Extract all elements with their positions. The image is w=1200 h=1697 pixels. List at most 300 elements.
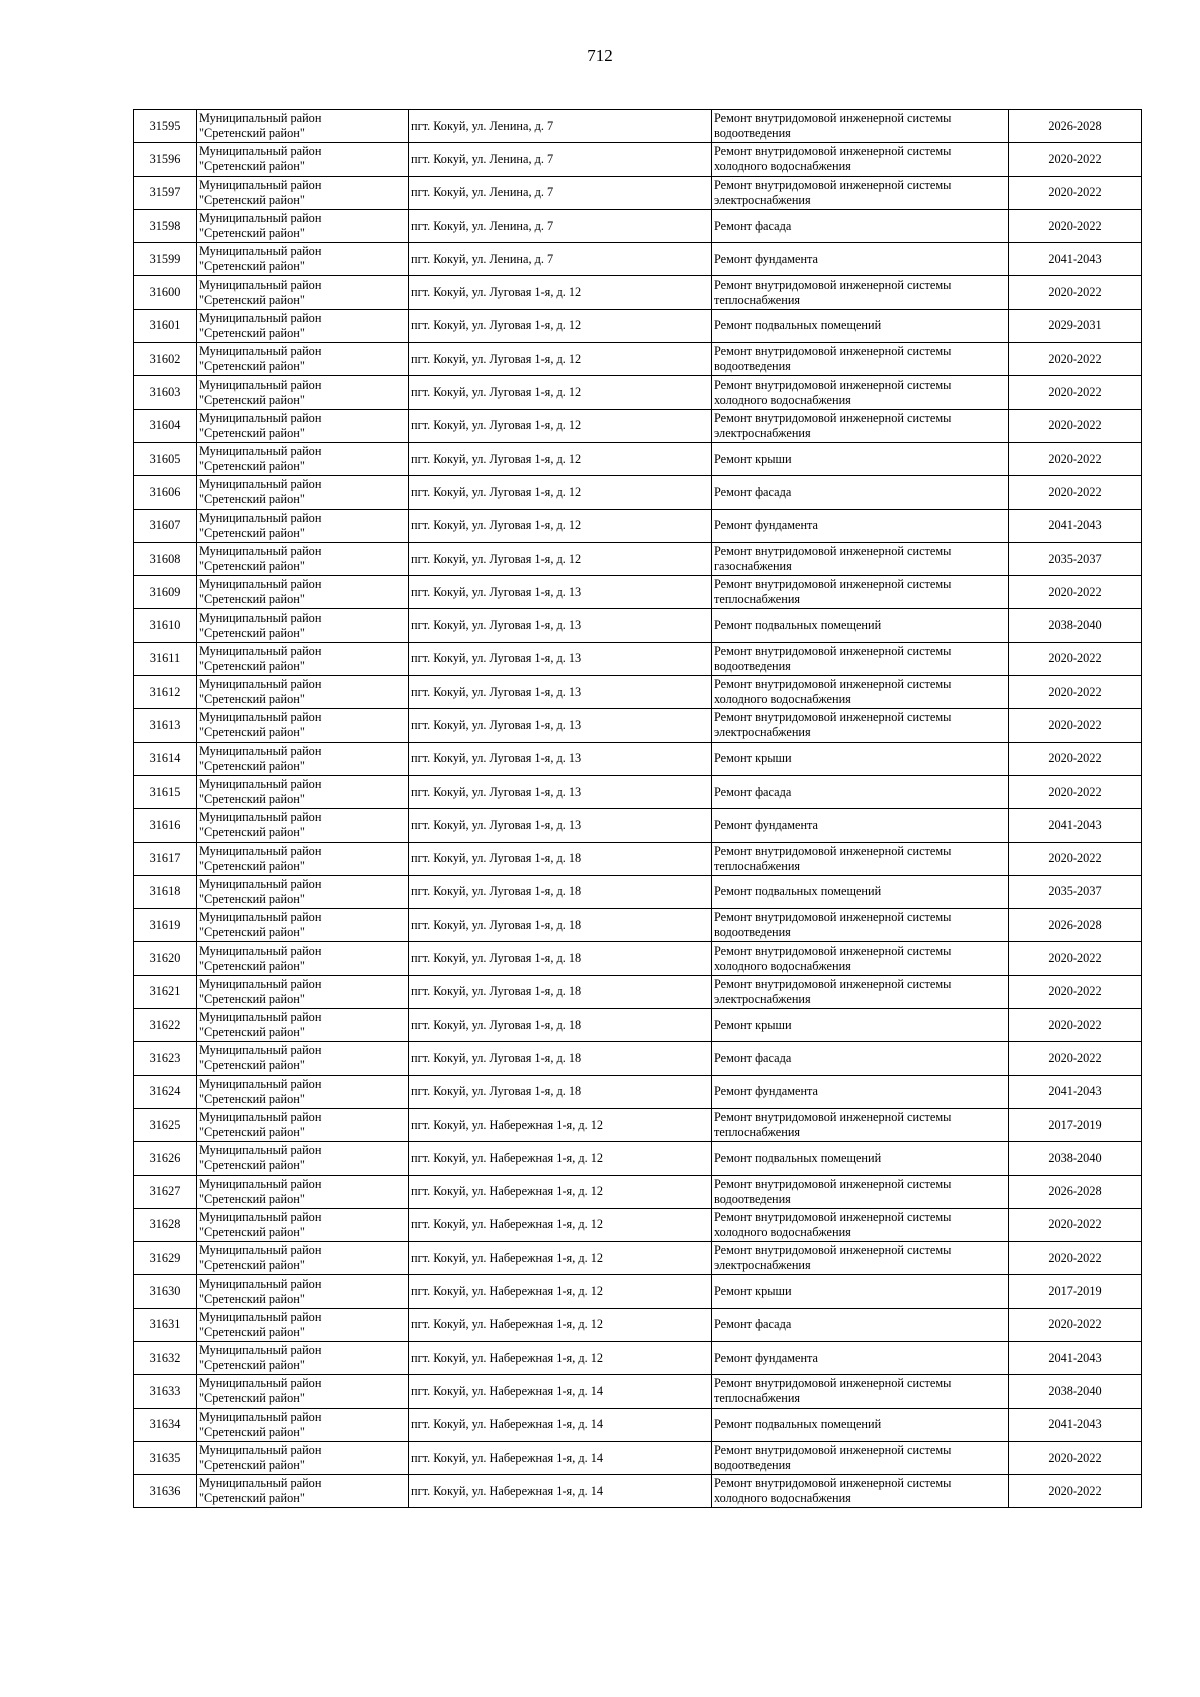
municipality-line1: Муниципальный район — [199, 1043, 322, 1058]
work-type-cell — [712, 1475, 1009, 1508]
work-type-text: Ремонт внутридомовой инженерной системы водоотведения — [714, 344, 952, 374]
municipality-line1: Муниципальный район — [199, 544, 322, 558]
municipality-line2: "Сретенский район" — [199, 625, 305, 640]
address-cell: пгт. Кокуй, ул. Набережная 1-я, д. 12 — [409, 1308, 712, 1341]
municipality-line2: "Сретенский район" — [199, 1224, 305, 1239]
work-type-text: Ремонт внутридомовой инженерной системы электроснабжения — [714, 1243, 952, 1273]
table-row — [134, 1042, 1142, 1075]
period-cell: 2020-2022 — [1009, 409, 1142, 442]
work-type-cell — [712, 276, 1009, 309]
row-number: 31610 — [134, 609, 197, 642]
address-cell: пгт. Кокуй, ул. Луговая 1-я, д. 13 — [409, 642, 712, 675]
municipality-line2: "Сретенский район" — [199, 126, 305, 141]
municipality-line1: Муниципальный район — [199, 1476, 322, 1491]
period-cell: 2020-2022 — [1009, 642, 1142, 675]
work-type-text: Ремонт подвальных помещений — [714, 1417, 882, 1432]
table-row — [134, 176, 1142, 209]
address-cell: пгт. Кокуй, ул. Луговая 1-я, д. 12 — [409, 542, 712, 575]
row-number: 31616 — [134, 809, 197, 842]
municipality-line1: Муниципальный район — [199, 410, 322, 425]
table-row — [134, 809, 1142, 842]
table-row — [134, 542, 1142, 575]
work-type-cell — [712, 1375, 1009, 1408]
period-cell: 2020-2022 — [1009, 1441, 1142, 1474]
municipality-cell — [197, 809, 409, 842]
municipality-line2: "Сретенский район" — [199, 1358, 305, 1373]
period-cell: 2017-2019 — [1009, 1108, 1142, 1141]
municipality-cell — [197, 1242, 409, 1275]
period-cell: 2020-2022 — [1009, 209, 1142, 242]
municipality-cell — [197, 176, 409, 209]
row-number: 31635 — [134, 1441, 197, 1474]
municipality-line1: Муниципальный район — [199, 910, 322, 925]
row-number: 31615 — [134, 775, 197, 808]
municipality-line2: "Сретенский район" — [199, 559, 305, 573]
municipality-cell — [197, 609, 409, 642]
work-type-text: Ремонт внутридомовой инженерной системы холодного водоснабжения — [714, 1209, 952, 1239]
row-number: 31617 — [134, 842, 197, 875]
period-cell: 2041-2043 — [1009, 1341, 1142, 1374]
municipality-line2: "Сретенский район" — [199, 1258, 305, 1273]
work-type-text: Ремонт внутридомовой инженерной системы холодного водоснабжения — [714, 1476, 952, 1506]
address-cell: пгт. Кокуй, ул. Луговая 1-я, д. 12 — [409, 276, 712, 309]
address-cell: пгт. Кокуй, ул. Луговая 1-я, д. 13 — [409, 676, 712, 709]
municipality-line1: Муниципальный район — [199, 144, 322, 159]
table-row — [134, 642, 1142, 675]
work-type-text: Ремонт внутридомовой инженерной системы холодного водоснабжения — [714, 377, 952, 407]
municipality-cell — [197, 975, 409, 1008]
municipality-cell — [197, 709, 409, 742]
table-row — [134, 276, 1142, 309]
table-row — [134, 143, 1142, 176]
period-cell: 2020-2022 — [1009, 1308, 1142, 1341]
municipality-line1: Муниципальный район — [199, 177, 322, 192]
row-number: 31626 — [134, 1142, 197, 1175]
municipality-cell — [197, 442, 409, 475]
address-cell: пгт. Кокуй, ул. Набережная 1-я, д. 12 — [409, 1242, 712, 1275]
table-row — [134, 1475, 1142, 1508]
municipality-line1: Муниципальный район — [199, 1309, 322, 1324]
municipality-line2: "Сретенский район" — [199, 459, 305, 474]
municipality-line2: "Сретенский район" — [199, 325, 305, 340]
table-row — [134, 376, 1142, 409]
period-cell: 2020-2022 — [1009, 709, 1142, 742]
municipality-line1: Муниципальный район — [199, 743, 322, 758]
work-type-cell — [712, 309, 1009, 342]
work-type-cell — [712, 942, 1009, 975]
municipality-line1: Муниципальный район — [199, 1276, 322, 1291]
municipality-line2: "Сретенский район" — [199, 991, 305, 1006]
work-type-cell — [712, 875, 1009, 908]
table-row — [134, 775, 1142, 808]
work-type-cell — [712, 176, 1009, 209]
row-number: 31619 — [134, 909, 197, 942]
address-cell: пгт. Кокуй, ул. Набережная 1-я, д. 12 — [409, 1108, 712, 1141]
work-type-cell — [712, 576, 1009, 609]
address-cell: пгт. Кокуй, ул. Луговая 1-я, д. 12 — [409, 509, 712, 542]
address-cell: пгт. Кокуй, ул. Ленина, д. 7 — [409, 143, 712, 176]
municipality-line1: Муниципальный район — [199, 1376, 322, 1391]
municipality-cell — [197, 1042, 409, 1075]
address-cell: пгт. Кокуй, ул. Луговая 1-я, д. 12 — [409, 409, 712, 442]
address-cell: пгт. Кокуй, ул. Набережная 1-я, д. 12 — [409, 1142, 712, 1175]
work-type-cell — [712, 775, 1009, 808]
period-cell: 2026-2028 — [1009, 110, 1142, 143]
work-type-cell — [712, 110, 1009, 143]
municipality-line2: "Сретенский район" — [199, 1125, 305, 1140]
table-row — [134, 975, 1142, 1008]
work-type-text: Ремонт внутридомовой инженерной системы водоотведения — [714, 1443, 952, 1473]
row-number: 31627 — [134, 1175, 197, 1208]
period-cell: 2035-2037 — [1009, 542, 1142, 575]
municipality-line2: "Сретенский район" — [199, 259, 305, 274]
work-type-text: Ремонт внутридомовой инженерной системы газоснабжения — [714, 544, 952, 573]
municipality-line1: Муниципальный район — [199, 377, 322, 392]
address-cell: пгт. Кокуй, ул. Луговая 1-я, д. 12 — [409, 309, 712, 342]
address-cell: пгт. Кокуй, ул. Луговая 1-я, д. 18 — [409, 942, 712, 975]
work-type-text: Ремонт фасада — [714, 484, 792, 499]
work-type-text: Ремонт внутридомовой инженерной системы теплоснабжения — [714, 843, 952, 873]
work-type-cell — [712, 143, 1009, 176]
table-row — [134, 842, 1142, 875]
municipality-cell — [197, 842, 409, 875]
row-number: 31630 — [134, 1275, 197, 1308]
municipality-line2: "Сретенский район" — [199, 1424, 305, 1439]
work-type-cell — [712, 476, 1009, 509]
table-row — [134, 609, 1142, 642]
row-number: 31600 — [134, 276, 197, 309]
work-type-text: Ремонт внутридомовой инженерной системы электроснабжения — [714, 177, 952, 207]
table-row — [134, 209, 1142, 242]
municipality-line2: "Сретенский район" — [199, 1291, 305, 1306]
work-type-cell — [712, 609, 1009, 642]
work-type-cell — [712, 809, 1009, 842]
municipality-line1: Муниципальный район — [199, 344, 322, 359]
work-type-text: Ремонт внутридомовой инженерной системы теплоснабжения — [714, 277, 952, 307]
municipality-line1: Муниципальный район — [199, 710, 322, 725]
municipality-line1: Муниципальный район — [199, 1143, 322, 1158]
municipality-line1: Муниципальный район — [199, 444, 322, 459]
municipality-line2: "Сретенский район" — [199, 658, 305, 673]
table-row — [134, 343, 1142, 376]
period-cell: 2020-2022 — [1009, 176, 1142, 209]
row-number: 31612 — [134, 676, 197, 709]
work-type-cell — [712, 343, 1009, 376]
municipality-line1: Муниципальный район — [199, 111, 322, 126]
work-type-text: Ремонт фундамента — [714, 1084, 819, 1099]
municipality-line1: Муниципальный район — [199, 1443, 322, 1458]
municipality-cell — [197, 343, 409, 376]
work-type-text: Ремонт подвальных помещений — [714, 618, 882, 633]
work-type-cell — [712, 376, 1009, 409]
municipality-line2: "Сретенский район" — [199, 958, 305, 973]
address-cell: пгт. Кокуй, ул. Ленина, д. 7 — [409, 243, 712, 276]
work-type-text: Ремонт внутридомовой инженерной системы водоотведения — [714, 643, 952, 673]
table-row — [134, 875, 1142, 908]
work-type-cell — [712, 442, 1009, 475]
work-type-cell — [712, 975, 1009, 1008]
municipality-cell — [197, 476, 409, 509]
municipality-cell — [197, 1175, 409, 1208]
municipality-cell — [197, 1341, 409, 1374]
address-cell: пгт. Кокуй, ул. Луговая 1-я, д. 18 — [409, 842, 712, 875]
row-number: 31634 — [134, 1408, 197, 1441]
municipality-cell — [197, 1275, 409, 1308]
address-cell: пгт. Кокуй, ул. Набережная 1-я, д. 12 — [409, 1275, 712, 1308]
address-cell: пгт. Кокуй, ул. Набережная 1-я, д. 14 — [409, 1475, 712, 1508]
work-type-text: Ремонт внутридомовой инженерной системы водоотведения — [714, 910, 952, 940]
period-cell: 2020-2022 — [1009, 343, 1142, 376]
municipality-cell — [197, 676, 409, 709]
address-cell: пгт. Кокуй, ул. Луговая 1-я, д. 13 — [409, 809, 712, 842]
work-type-cell — [712, 909, 1009, 942]
table-row — [134, 709, 1142, 742]
municipality-line1: Муниципальный район — [199, 211, 322, 226]
table-row — [134, 309, 1142, 342]
table-body — [134, 110, 1142, 1508]
municipality-line2: "Сретенский район" — [199, 925, 305, 940]
table-row — [134, 1108, 1142, 1141]
municipality-line1: Муниципальный район — [199, 510, 322, 525]
row-number: 31605 — [134, 442, 197, 475]
municipality-cell — [197, 1075, 409, 1108]
work-type-cell — [712, 709, 1009, 742]
work-type-cell — [712, 1009, 1009, 1042]
row-number: 31607 — [134, 509, 197, 542]
row-number: 31624 — [134, 1075, 197, 1108]
municipality-cell — [197, 542, 409, 575]
municipality-cell — [197, 309, 409, 342]
address-cell: пгт. Кокуй, ул. Луговая 1-я, д. 13 — [409, 775, 712, 808]
row-number: 31609 — [134, 576, 197, 609]
municipality-cell — [197, 409, 409, 442]
work-type-cell — [712, 676, 1009, 709]
row-number: 31608 — [134, 542, 197, 575]
municipality-cell — [197, 875, 409, 908]
municipality-line1: Муниципальный район — [199, 1243, 322, 1258]
period-cell: 2041-2043 — [1009, 243, 1142, 276]
municipality-line2: "Сретенский район" — [199, 1191, 305, 1206]
work-type-cell — [712, 742, 1009, 775]
work-type-text: Ремонт фундамента — [714, 817, 819, 832]
row-number: 31595 — [134, 110, 197, 143]
work-type-text: Ремонт внутридомовой инженерной системы теплоснабжения — [714, 577, 952, 607]
address-cell: пгт. Кокуй, ул. Ленина, д. 7 — [409, 110, 712, 143]
municipality-line2: "Сретенский район" — [199, 1491, 305, 1506]
address-cell: пгт. Кокуй, ул. Ленина, д. 7 — [409, 209, 712, 242]
municipality-line1: Муниципальный район — [199, 310, 322, 325]
period-cell: 2020-2022 — [1009, 1242, 1142, 1275]
work-type-text: Ремонт фасада — [714, 1050, 792, 1065]
period-cell: 2020-2022 — [1009, 442, 1142, 475]
table-row — [134, 1441, 1142, 1474]
municipality-line2: "Сретенский район" — [199, 525, 305, 540]
table-row — [134, 1142, 1142, 1175]
municipality-cell — [197, 276, 409, 309]
work-type-text: Ремонт внутридомовой инженерной системы холодного водоснабжения — [714, 144, 952, 174]
row-number: 31602 — [134, 343, 197, 376]
municipality-cell — [197, 1475, 409, 1508]
address-cell: пгт. Кокуй, ул. Набережная 1-я, д. 12 — [409, 1175, 712, 1208]
work-type-text: Ремонт фундамента — [714, 1350, 819, 1365]
work-type-text: Ремонт фасада — [714, 784, 792, 799]
row-number: 31632 — [134, 1341, 197, 1374]
table-row — [134, 742, 1142, 775]
row-number: 31611 — [134, 642, 197, 675]
table-row — [134, 1175, 1142, 1208]
row-number: 31596 — [134, 143, 197, 176]
table-row — [134, 442, 1142, 475]
address-cell: пгт. Кокуй, ул. Набережная 1-я, д. 14 — [409, 1441, 712, 1474]
municipality-cell — [197, 1142, 409, 1175]
work-type-text: Ремонт внутридомовой инженерной системы холодного водоснабжения — [714, 677, 952, 707]
period-cell: 2020-2022 — [1009, 576, 1142, 609]
municipality-line1: Муниципальный район — [199, 1076, 322, 1091]
row-number: 31621 — [134, 975, 197, 1008]
row-number: 31620 — [134, 942, 197, 975]
municipality-line2: "Сретенский район" — [199, 226, 305, 241]
work-type-text: Ремонт внутридомовой инженерной системы теплоснабжения — [714, 1110, 952, 1140]
municipality-line2: "Сретенский район" — [199, 1458, 305, 1473]
period-cell: 2020-2022 — [1009, 143, 1142, 176]
municipality-cell — [197, 942, 409, 975]
address-cell: пгт. Кокуй, ул. Луговая 1-я, д. 13 — [409, 742, 712, 775]
municipality-line2: "Сретенский район" — [199, 891, 305, 906]
work-type-text: Ремонт внутридомовой инженерной системы электроснабжения — [714, 710, 952, 740]
period-cell: 2041-2043 — [1009, 809, 1142, 842]
work-type-text: Ремонт подвальных помещений — [714, 884, 882, 899]
period-cell: 2020-2022 — [1009, 476, 1142, 509]
municipality-line2: "Сретенский район" — [199, 1058, 305, 1073]
row-number: 31631 — [134, 1308, 197, 1341]
table-row — [134, 676, 1142, 709]
work-type-text: Ремонт внутридомовой инженерной системы теплоснабжения — [714, 1376, 952, 1406]
address-cell: пгт. Кокуй, ул. Набережная 1-я, д. 14 — [409, 1408, 712, 1441]
municipality-cell — [197, 243, 409, 276]
municipality-cell — [197, 1408, 409, 1441]
work-type-text: Ремонт фундамента — [714, 251, 819, 266]
table-row — [134, 409, 1142, 442]
work-type-text: Ремонт внутридомовой инженерной системы водоотведения — [714, 111, 952, 141]
table-row — [134, 1408, 1142, 1441]
municipality-cell — [197, 376, 409, 409]
period-cell: 2041-2043 — [1009, 1408, 1142, 1441]
period-cell: 2017-2019 — [1009, 1275, 1142, 1308]
row-number: 31628 — [134, 1208, 197, 1241]
work-type-text: Ремонт подвальных помещений — [714, 318, 882, 333]
work-type-text: Ремонт внутридомовой инженерной системы электроснабжения — [714, 976, 952, 1006]
municipality-cell — [197, 742, 409, 775]
address-cell: пгт. Кокуй, ул. Луговая 1-я, д. 12 — [409, 442, 712, 475]
municipality-line1: Муниципальный район — [199, 976, 322, 991]
municipality-cell — [197, 143, 409, 176]
work-type-text: Ремонт крыши — [714, 1017, 792, 1032]
address-cell: пгт. Кокуй, ул. Луговая 1-я, д. 13 — [409, 609, 712, 642]
municipality-line2: "Сретенский район" — [199, 725, 305, 740]
municipality-line1: Муниципальный район — [199, 244, 322, 259]
period-cell: 2035-2037 — [1009, 875, 1142, 908]
row-number: 31629 — [134, 1242, 197, 1275]
period-cell: 2020-2022 — [1009, 942, 1142, 975]
work-type-text: Ремонт крыши — [714, 751, 792, 766]
period-cell: 2038-2040 — [1009, 1375, 1142, 1408]
work-type-cell — [712, 1275, 1009, 1308]
work-type-text: Ремонт фасада — [714, 218, 792, 233]
work-type-text: Ремонт подвальных помещений — [714, 1150, 882, 1165]
municipality-line2: "Сретенский район" — [199, 1324, 305, 1339]
period-cell: 2020-2022 — [1009, 842, 1142, 875]
municipality-cell — [197, 1108, 409, 1141]
municipality-line1: Муниципальный район — [199, 577, 322, 592]
work-type-text: Ремонт крыши — [714, 451, 792, 466]
period-cell: 2041-2043 — [1009, 1075, 1142, 1108]
work-type-cell — [712, 1308, 1009, 1341]
work-type-cell — [712, 1108, 1009, 1141]
table-row — [134, 576, 1142, 609]
page-number: 712 — [587, 46, 613, 65]
address-cell: пгт. Кокуй, ул. Луговая 1-я, д. 12 — [409, 376, 712, 409]
address-cell: пгт. Кокуй, ул. Луговая 1-я, д. 13 — [409, 709, 712, 742]
table-row — [134, 1275, 1142, 1308]
table-row — [134, 509, 1142, 542]
address-cell: пгт. Кокуй, ул. Луговая 1-я, д. 12 — [409, 476, 712, 509]
municipality-cell — [197, 642, 409, 675]
table-row — [134, 476, 1142, 509]
municipality-line2: "Сретенский район" — [199, 292, 305, 307]
address-cell: пгт. Кокуй, ул. Луговая 1-я, д. 18 — [409, 1042, 712, 1075]
work-type-cell — [712, 1408, 1009, 1441]
municipality-line2: "Сретенский район" — [199, 159, 305, 174]
work-type-cell — [712, 1142, 1009, 1175]
period-cell: 2020-2022 — [1009, 376, 1142, 409]
row-number: 31606 — [134, 476, 197, 509]
municipality-line2: "Сретенский район" — [199, 1091, 305, 1106]
work-type-text: Ремонт внутридомовой инженерной системы водоотведения — [714, 1176, 952, 1206]
row-number: 31601 — [134, 309, 197, 342]
municipality-line1: Муниципальный район — [199, 1176, 322, 1191]
municipality-line1: Муниципальный район — [199, 643, 322, 658]
address-cell: пгт. Кокуй, ул. Луговая 1-я, д. 13 — [409, 576, 712, 609]
municipality-line1: Муниципальный район — [199, 1010, 322, 1025]
municipality-line1: Муниципальный район — [199, 677, 322, 692]
municipality-line1: Муниципальный район — [199, 876, 322, 891]
municipality-line1: Муниципальный район — [199, 277, 322, 292]
municipality-line2: "Сретенский район" — [199, 1391, 305, 1406]
municipality-line2: "Сретенский район" — [199, 392, 305, 407]
municipality-line2: "Сретенский район" — [199, 592, 305, 607]
municipality-line2: "Сретенский район" — [199, 492, 305, 507]
repair-schedule-table — [133, 109, 1142, 1508]
municipality-line2: "Сретенский район" — [199, 692, 305, 707]
municipality-line1: Муниципальный район — [199, 610, 322, 625]
work-type-cell — [712, 409, 1009, 442]
address-cell: пгт. Кокуй, ул. Луговая 1-я, д. 18 — [409, 875, 712, 908]
row-number: 31599 — [134, 243, 197, 276]
table-row — [134, 243, 1142, 276]
period-cell: 2026-2028 — [1009, 909, 1142, 942]
municipality-line1: Муниципальный район — [199, 1110, 322, 1125]
municipality-cell — [197, 1375, 409, 1408]
municipality-line1: Муниципальный район — [199, 477, 322, 492]
municipality-line2: "Сретенский район" — [199, 792, 305, 807]
period-cell: 2029-2031 — [1009, 309, 1142, 342]
row-number: 31597 — [134, 176, 197, 209]
municipality-line1: Муниципальный район — [199, 777, 322, 792]
row-number: 31625 — [134, 1108, 197, 1141]
municipality-cell — [197, 110, 409, 143]
row-number: 31636 — [134, 1475, 197, 1508]
period-cell: 2020-2022 — [1009, 1042, 1142, 1075]
